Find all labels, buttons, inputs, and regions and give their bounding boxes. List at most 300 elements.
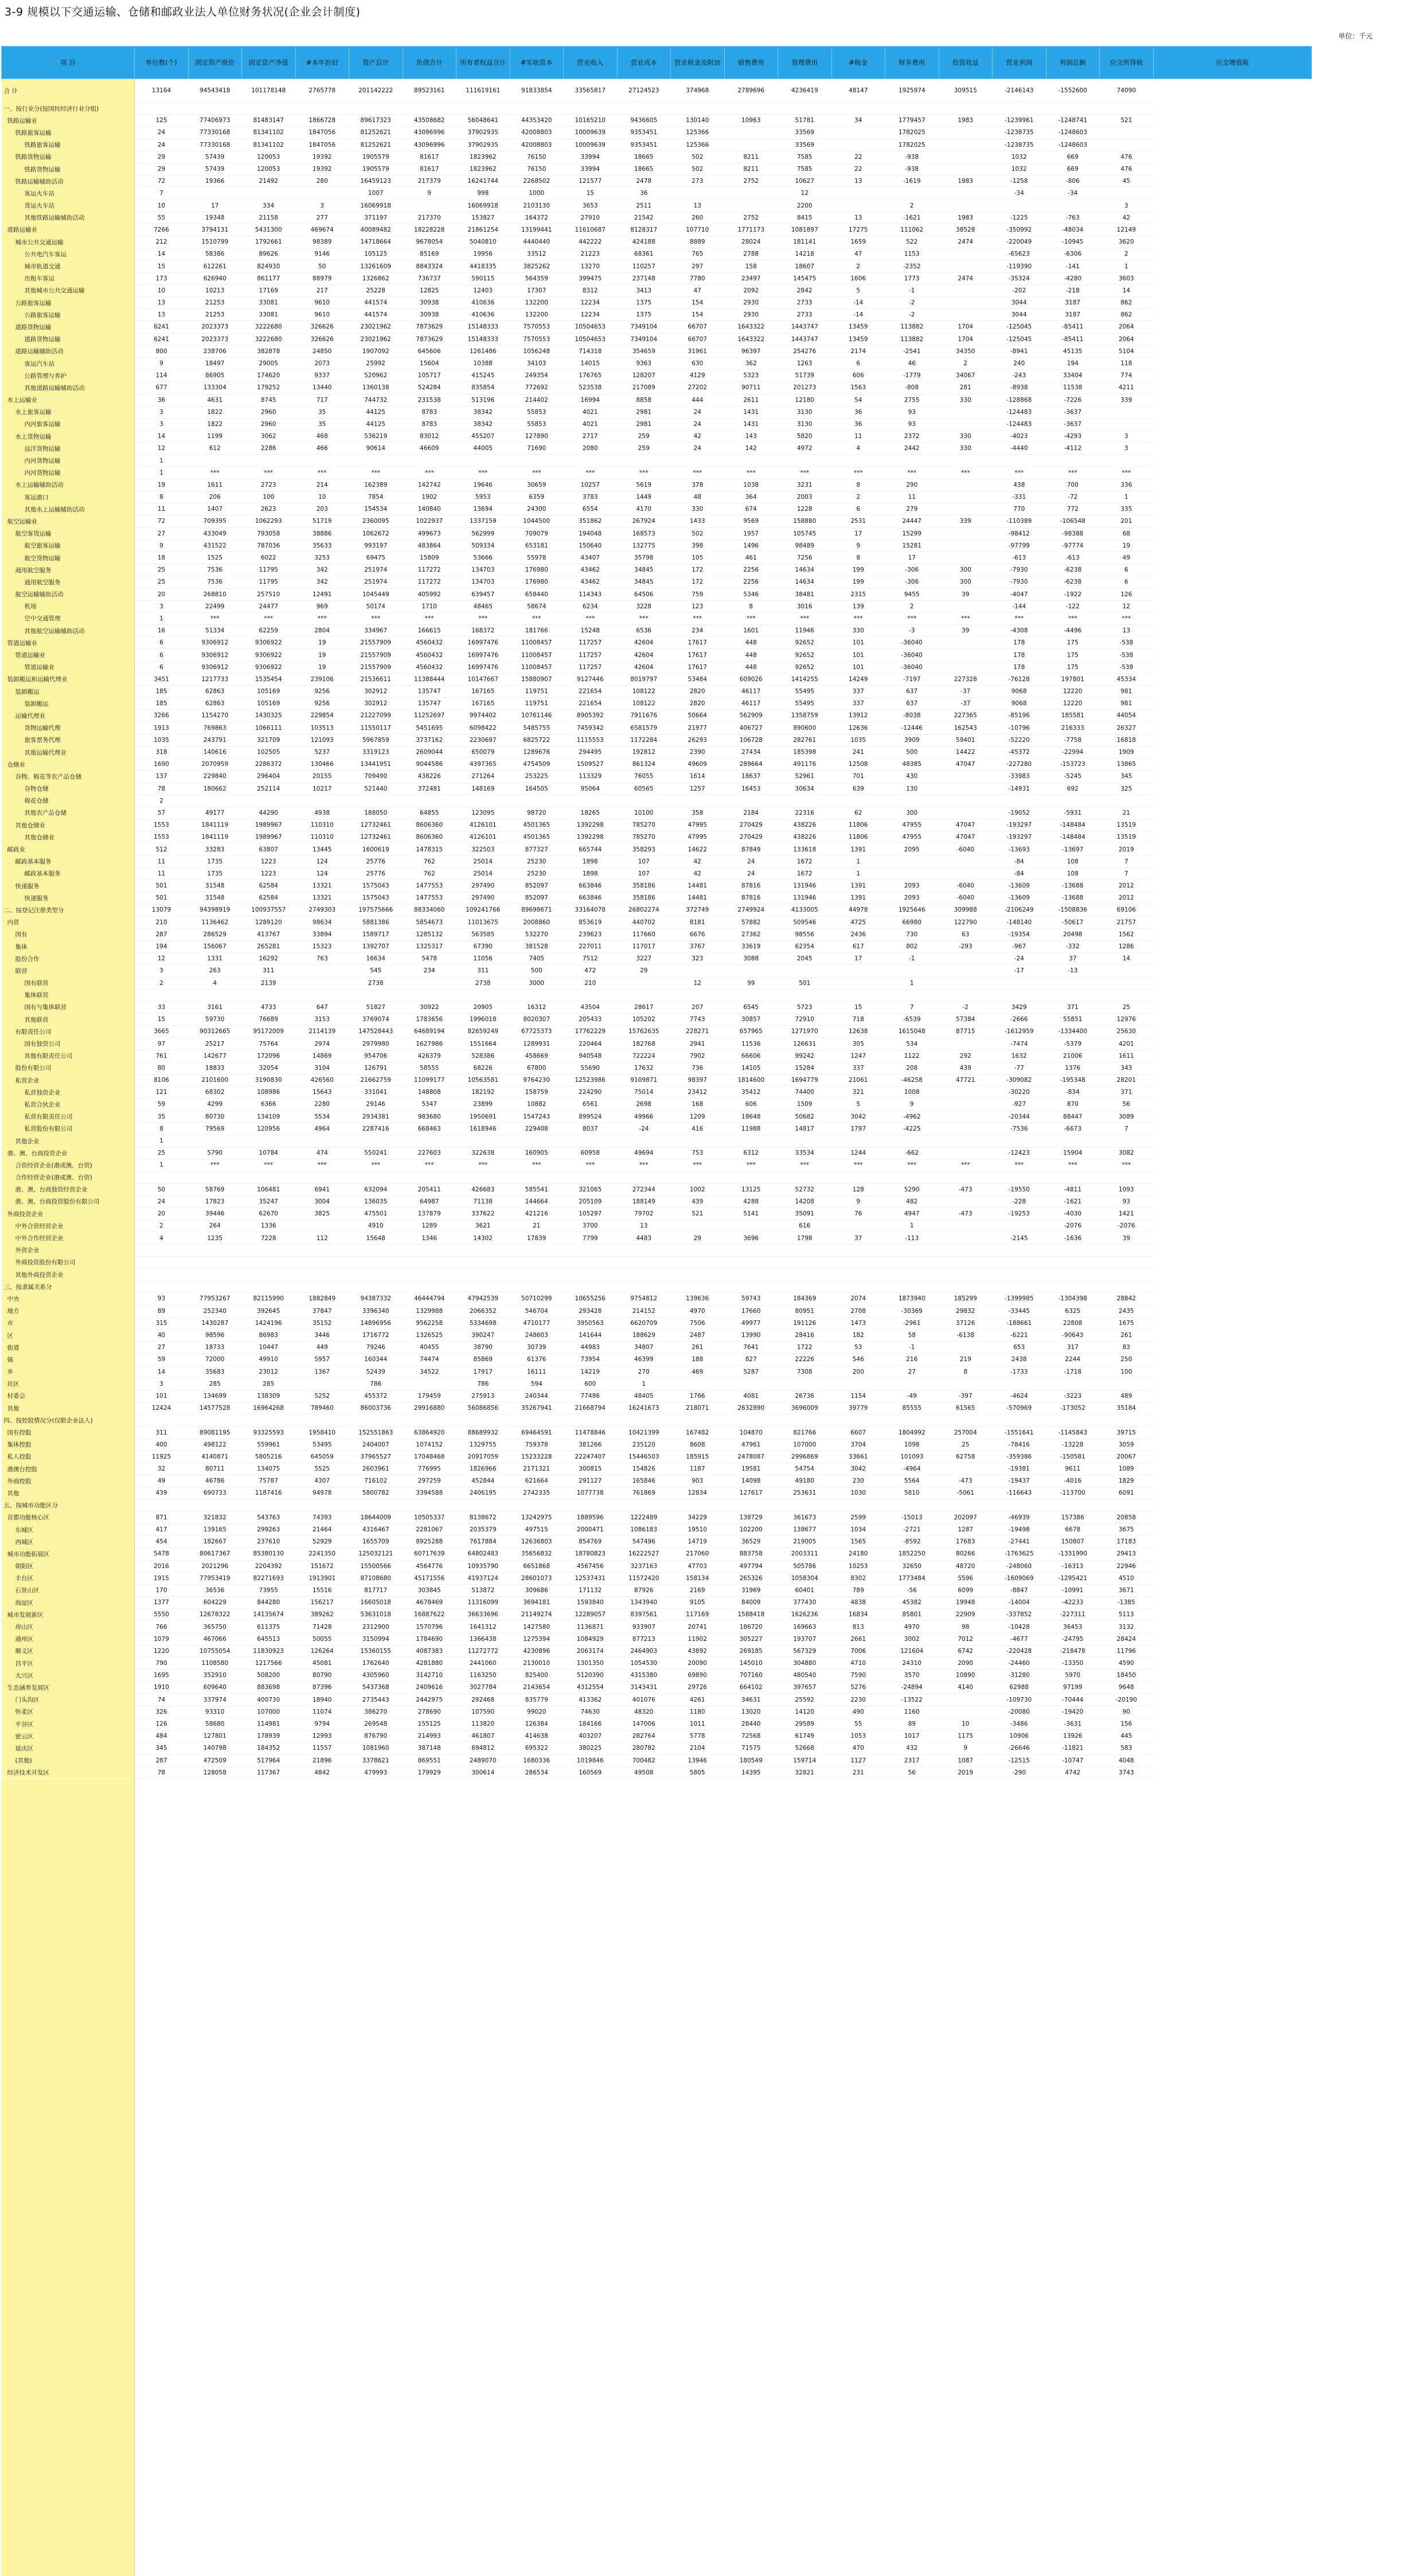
cell-value: 55978 — [510, 552, 564, 564]
cell-value: 10 — [939, 1718, 993, 1730]
cell-value: 1286 — [1100, 940, 1154, 952]
cell-value: 1336 — [242, 1220, 296, 1232]
table-row — [2, 843, 1312, 855]
cell-value: 12523986 — [564, 1074, 618, 1086]
cell-value: 497794 — [724, 1560, 778, 1572]
cell-value: -13522 — [885, 1694, 939, 1706]
cell-value: 24447 — [885, 515, 939, 527]
row-label: 镇 — [2, 1354, 135, 1366]
cell-value: 4140 — [939, 1682, 993, 1694]
cell-value: 35 — [295, 406, 349, 418]
cell-value — [1046, 200, 1100, 212]
cell-value: 36453 — [1046, 1621, 1100, 1633]
cell-value: 89626 — [242, 248, 296, 260]
cell-value: 844280 — [242, 1597, 296, 1609]
cell-value: 210 — [564, 977, 618, 989]
cell-value: 1008 — [885, 1086, 939, 1099]
cell-value — [403, 1414, 456, 1426]
cell-value: 400730 — [242, 1694, 296, 1706]
cell-value: 240 — [993, 357, 1046, 369]
cell-value: 1847056 — [295, 127, 349, 139]
cell-value: 14015 — [564, 357, 618, 369]
cell-value: -2721 — [885, 1523, 939, 1535]
cell-value: 1784690 — [403, 1633, 456, 1645]
cell-value — [831, 127, 885, 139]
cell-value: 49 — [135, 1475, 189, 1487]
cell-value: 182192 — [456, 1086, 510, 1099]
cell-value: 80266 — [939, 1548, 993, 1560]
row-label: 丰台区 — [2, 1572, 135, 1584]
cell-value: 2241350 — [295, 1548, 349, 1560]
cell-value: 770 — [993, 503, 1046, 515]
cell-value: 52961 — [778, 771, 832, 783]
cell-value: -290 — [993, 1766, 1046, 1778]
cell-value — [188, 103, 242, 115]
cell-value: 104870 — [724, 1426, 778, 1439]
cell-value: 119751 — [510, 698, 564, 710]
cell-value — [242, 187, 296, 200]
cell-value: 13519 — [1100, 819, 1154, 831]
cell-value: -148484 — [1046, 831, 1100, 843]
cell-value — [349, 1414, 403, 1426]
cell-value: -1609069 — [993, 1572, 1046, 1584]
cell-value: 11 — [135, 855, 189, 867]
cell-value: -662 — [885, 1147, 939, 1159]
cell-value: 2752 — [724, 212, 778, 224]
cell-value: 176765 — [564, 370, 618, 382]
cell-value: 35633 — [295, 540, 349, 552]
cell-value: 1509 — [778, 1099, 832, 1111]
cell-value: 309988 — [939, 904, 993, 916]
cell-value: 38886 — [295, 527, 349, 540]
cell-value: 17275 — [831, 224, 885, 236]
cell-value: 127617 — [724, 1487, 778, 1499]
cell-value: 170 — [135, 1584, 189, 1596]
cell-value: 1563 — [831, 382, 885, 394]
cell-value: 326626 — [295, 333, 349, 345]
cell-value: 123 — [671, 600, 725, 612]
finance-table — [1, 46, 1312, 1779]
cell-value: 7266 — [135, 224, 189, 236]
cell-value: 449 — [295, 1342, 349, 1354]
cell-value: 11388444 — [403, 673, 456, 685]
cell-value: 16605018 — [349, 1597, 403, 1609]
cell-value: 59401 — [939, 734, 993, 746]
cell-value: 521 — [671, 1208, 725, 1220]
cell-value: 11550117 — [349, 722, 403, 734]
cell-value: 297490 — [456, 880, 510, 892]
cell-value: 39715 — [1100, 1426, 1154, 1439]
cell-value: 3413 — [617, 284, 671, 296]
cell-value: 205411 — [403, 1183, 456, 1195]
cell-value: 11 — [135, 503, 189, 515]
cell-value: 10504653 — [564, 321, 618, 333]
cell-value: 476 — [1100, 151, 1154, 163]
cell-value: -3 — [885, 625, 939, 637]
cell-value: -84 — [993, 855, 1046, 867]
cell-value: 2073 — [295, 357, 349, 369]
cell-value — [617, 103, 671, 115]
cell-value: 207 — [671, 1001, 725, 1013]
cell-value: 776995 — [403, 1463, 456, 1475]
cell-value: 19366 — [188, 175, 242, 187]
cell-value: 33 — [135, 1001, 189, 1013]
table-row — [2, 1670, 1312, 1682]
cell-value — [939, 1269, 993, 1281]
cell-value: 18497 — [188, 357, 242, 369]
cell-value: 119751 — [510, 686, 564, 698]
cell-value — [939, 187, 993, 200]
cell-value: 42604 — [617, 637, 671, 649]
row-label: 市 — [2, 1317, 135, 1329]
cell-value: 109241766 — [456, 904, 510, 916]
cell-value: 110310 — [295, 831, 349, 843]
cell-value: 381528 — [510, 940, 564, 952]
cell-value — [456, 1256, 510, 1268]
cell-value: 869551 — [403, 1754, 456, 1766]
cell-value: 12636803 — [510, 1536, 564, 1548]
cell-value: -1248603 — [1046, 127, 1100, 139]
column-header: 负债合计 — [403, 46, 456, 79]
cell-value: 1958410 — [295, 1426, 349, 1439]
cell-value — [724, 1256, 778, 1268]
table-row — [2, 1183, 1312, 1195]
cell-value: 786 — [349, 1378, 403, 1390]
cell-value: 6620709 — [617, 1317, 671, 1329]
cell-value: -1 — [885, 953, 939, 965]
cell-value: 1000 — [510, 187, 564, 200]
cell-value: -1 — [885, 284, 939, 296]
cell-value: 42 — [671, 867, 725, 879]
cell-value: 2230697 — [456, 734, 510, 746]
cell-value: 97 — [135, 1038, 189, 1050]
cell-value: 380225 — [564, 1742, 618, 1754]
cell-value: 1017 — [885, 1730, 939, 1742]
cell-value — [403, 1378, 456, 1390]
cell-value: 330 — [939, 394, 993, 406]
cell-value: *** — [1046, 612, 1100, 624]
cell-value: -6238 — [1046, 576, 1100, 588]
cell-value: 124 — [295, 855, 349, 867]
row-label: 仓储业 — [2, 759, 135, 771]
cell-value: -109730 — [993, 1694, 1046, 1706]
cell-value: 21492 — [242, 175, 296, 187]
cell-value: 3446 — [295, 1329, 349, 1341]
cell-value — [135, 1414, 189, 1426]
cell-value: -24 — [617, 1123, 671, 1135]
cell-value: 6607 — [831, 1426, 885, 1439]
cell-value: 2045 — [778, 953, 832, 965]
table-row — [2, 1548, 1312, 1560]
cell-value: *** — [778, 612, 832, 624]
cell-value — [135, 1244, 189, 1256]
cell-value — [349, 1269, 403, 1281]
cell-value: 117169 — [671, 1609, 725, 1621]
cell-value: 94387332 — [349, 1293, 403, 1305]
cell-value: 1035 — [831, 734, 885, 746]
cell-value: 322503 — [456, 843, 510, 855]
cell-value: 1 — [831, 855, 885, 867]
cell-value — [188, 1281, 242, 1293]
cell-value — [1046, 1378, 1100, 1390]
cell-value: 10627 — [778, 175, 832, 187]
cell-value: 181766 — [510, 625, 564, 637]
cell-value — [831, 965, 885, 977]
cell-value: 12491 — [295, 588, 349, 600]
cell-value: 29 — [135, 163, 189, 175]
cell-value: 147528443 — [349, 1026, 403, 1038]
table-row — [2, 515, 1312, 527]
cell-value: 14 — [1100, 953, 1154, 965]
cell-value: 4201 — [1100, 1038, 1154, 1050]
cell-value: 57384 — [939, 1014, 993, 1026]
cell-value: 8302 — [831, 1572, 885, 1584]
cell-value: 47942539 — [456, 1293, 510, 1305]
cell-value: 25014 — [456, 855, 510, 867]
cell-value: 93 — [885, 418, 939, 430]
cell-value: 1376 — [1046, 1062, 1100, 1074]
cell-value: 790 — [135, 1658, 189, 1670]
cell-value — [671, 1281, 725, 1293]
cell-value: 286534 — [510, 1766, 564, 1778]
cell-value: 998 — [456, 187, 510, 200]
cell-value: 94978 — [295, 1487, 349, 1499]
cell-value: 4305960 — [349, 1670, 403, 1682]
cell-value: 151672 — [295, 1560, 349, 1572]
cell-value: 35798 — [617, 552, 671, 564]
cell-value — [617, 455, 671, 467]
cell-value: -26646 — [993, 1742, 1046, 1754]
row-label: 有限责任公司 — [2, 1026, 135, 1038]
cell-value: 1424196 — [242, 1317, 296, 1329]
cell-value: 277 — [295, 212, 349, 224]
column-header: 应交所得税 — [1100, 46, 1154, 79]
cell-value: 7006 — [831, 1645, 885, 1657]
cell-value: 34067 — [939, 370, 993, 382]
cell-value: 267924 — [617, 515, 671, 527]
cell-value — [993, 1244, 1046, 1256]
cell-value: 35184 — [1100, 1402, 1154, 1414]
cell-value: 239623 — [564, 928, 618, 940]
table-row — [2, 1426, 1312, 1439]
cell-value: 545 — [349, 965, 403, 977]
cell-value: 1326525 — [403, 1329, 456, 1341]
cell-value: -1239961 — [993, 115, 1046, 127]
cell-value: 669 — [1046, 151, 1100, 163]
cell-value: 158 — [724, 260, 778, 272]
cell-value — [510, 1244, 564, 1256]
cell-value: 80730 — [188, 1111, 242, 1123]
cell-value: 194 — [135, 940, 189, 952]
cell-value: *** — [456, 1159, 510, 1171]
cell-value: 2996869 — [778, 1451, 832, 1463]
cell-value: 37 — [1046, 953, 1100, 965]
cell-value: 1735 — [188, 855, 242, 867]
cell-value: 13459 — [831, 333, 885, 345]
cell-value: 1478315 — [403, 843, 456, 855]
cell-value: 358186 — [617, 880, 671, 892]
cell-value: 612 — [188, 443, 242, 455]
cell-value: -128868 — [993, 394, 1046, 406]
cell-value — [349, 1499, 403, 1511]
cell-value: 88334060 — [403, 904, 456, 916]
cell-value: 13441951 — [349, 759, 403, 771]
cell-value: 3620 — [1100, 236, 1154, 248]
cell-value: 24 — [135, 139, 189, 151]
cell-value — [295, 1171, 349, 1183]
cell-value: 97199 — [1046, 1682, 1100, 1694]
cell-value: 1066111 — [242, 722, 296, 734]
cell-value: 1263 — [778, 357, 832, 369]
cell-value: 98556 — [778, 928, 832, 940]
cell-value — [778, 989, 832, 1001]
section-row — [2, 1414, 1312, 1426]
cell-value: 54 — [831, 394, 885, 406]
table-row — [2, 1487, 1312, 1499]
cell-value: 62584 — [242, 880, 296, 892]
cell-value: 4440440 — [510, 236, 564, 248]
cell-value: 47047 — [939, 759, 993, 771]
cell-value: 39 — [1100, 1232, 1154, 1244]
cell-value: -4496 — [1046, 625, 1100, 637]
cell-value: *** — [1100, 612, 1154, 624]
cell-value: 21668794 — [564, 1402, 618, 1414]
cell-value: 1032 — [993, 163, 1046, 175]
cell-value: 5347 — [403, 1099, 456, 1111]
cell-value: 42604 — [617, 649, 671, 661]
cell-value: 3190830 — [242, 1074, 296, 1086]
table-row — [2, 673, 1312, 685]
cell-value: 21557909 — [349, 661, 403, 673]
cell-value: 483864 — [403, 540, 456, 552]
cell-value: 2438 — [993, 1354, 1046, 1366]
cell-value: -613 — [1046, 552, 1100, 564]
cell-value: 58386 — [188, 248, 242, 260]
cell-value: *** — [939, 612, 993, 624]
cell-value: 1331 — [188, 953, 242, 965]
cell-value: *** — [617, 467, 671, 479]
cell-value: 769863 — [188, 722, 242, 734]
cell-value — [778, 1414, 832, 1426]
cell-value: 11008457 — [510, 649, 564, 661]
table-row — [2, 1511, 1312, 1523]
cell-value — [885, 795, 939, 807]
cell-value: 1643322 — [724, 321, 778, 333]
cell-value — [885, 1414, 939, 1426]
cell-value: 309515 — [939, 79, 993, 103]
cell-value — [188, 1499, 242, 1511]
table-row — [2, 1269, 1312, 1281]
cell-value: 4048 — [1100, 1754, 1154, 1766]
cell-value: 19 — [135, 479, 189, 491]
cell-value: -50617 — [1046, 916, 1100, 928]
cell-value: 7617884 — [456, 1536, 510, 1548]
cell-value: 6 — [1100, 564, 1154, 576]
cell-value — [188, 1269, 242, 1281]
cell-value: 178 — [993, 661, 1046, 673]
cell-value: -72 — [1046, 491, 1100, 503]
cell-value: 9 — [831, 1195, 885, 1207]
cell-value: 1030 — [831, 1487, 885, 1499]
table-row — [2, 831, 1312, 843]
cell-value: 2012 — [1100, 892, 1154, 904]
row-label: 门头沟区 — [2, 1694, 135, 1706]
cell-value: -10747 — [1046, 1754, 1100, 1766]
cell-value: 259 — [617, 431, 671, 443]
cell-value: 17617 — [671, 661, 725, 673]
cell-value: 272344 — [617, 1183, 671, 1195]
cell-value: -473 — [939, 1475, 993, 1487]
row-label: 其他仓储业 — [2, 819, 135, 831]
cell-value: 11252697 — [403, 710, 456, 722]
cell-value: 88979 — [295, 272, 349, 284]
cell-value: 1909 — [1100, 746, 1154, 758]
cell-value: 93325593 — [242, 1426, 296, 1439]
row-label: 合 计 — [2, 79, 135, 103]
cell-value: 24 — [724, 867, 778, 879]
table-row — [2, 600, 1312, 612]
cell-value: 28440 — [724, 1718, 778, 1730]
cell-value: 4288 — [724, 1195, 778, 1207]
cell-value: 1044500 — [510, 515, 564, 527]
cell-value: -218478 — [1046, 1645, 1100, 1657]
cell-value — [1046, 1244, 1100, 1256]
cell-value: 38342 — [456, 406, 510, 418]
cell-value: 2064 — [1100, 333, 1154, 345]
cell-value: 9610 — [295, 297, 349, 309]
cell-value: 339 — [1100, 394, 1154, 406]
cell-value: 2435 — [1100, 1305, 1154, 1317]
table-row — [2, 1026, 1312, 1038]
cell-value: 762 — [403, 855, 456, 867]
cell-value: 772 — [1046, 503, 1100, 515]
cell-value: 4560432 — [403, 661, 456, 673]
cell-value — [724, 1269, 778, 1281]
cell-value: 3 — [135, 600, 189, 612]
row-label: 水上货物运输 — [2, 431, 135, 443]
cell-value: 1220 — [135, 1645, 189, 1657]
cell-value — [939, 1463, 993, 1475]
table-row — [2, 1766, 1312, 1778]
row-label: 装卸搬运 — [2, 686, 135, 698]
cell-value: 345 — [1100, 771, 1154, 783]
cell-value: 12220 — [1046, 686, 1100, 698]
cell-value: 126264 — [295, 1645, 349, 1657]
cell-value: 9794 — [295, 1718, 349, 1730]
cell-value: 2820 — [671, 698, 725, 710]
row-label: 一、按行业分(按国民经济行业分组) — [2, 103, 135, 115]
cell-value: 23021962 — [349, 321, 403, 333]
table-row — [2, 1135, 1312, 1147]
cell-value: 172 — [671, 576, 725, 588]
cell-value — [403, 200, 456, 212]
cell-value: 325 — [1100, 783, 1154, 795]
cell-value: 2095 — [885, 843, 939, 855]
cell-value: 321 — [831, 1086, 885, 1099]
cell-value: 126791 — [349, 1062, 403, 1074]
cell-value: 35 — [135, 1111, 189, 1123]
cell-value: 117272 — [403, 576, 456, 588]
cell-value: 21253 — [188, 297, 242, 309]
cell-value: 138309 — [242, 1390, 296, 1402]
cell-value: 1 — [617, 1378, 671, 1390]
cell-value — [939, 297, 993, 309]
cell-value: 35267941 — [510, 1402, 564, 1414]
cell-value: 17169 — [242, 284, 296, 296]
cell-value: 44125 — [349, 406, 403, 418]
cell-value: 513196 — [456, 394, 510, 406]
cell-value: 19510 — [671, 1523, 725, 1535]
